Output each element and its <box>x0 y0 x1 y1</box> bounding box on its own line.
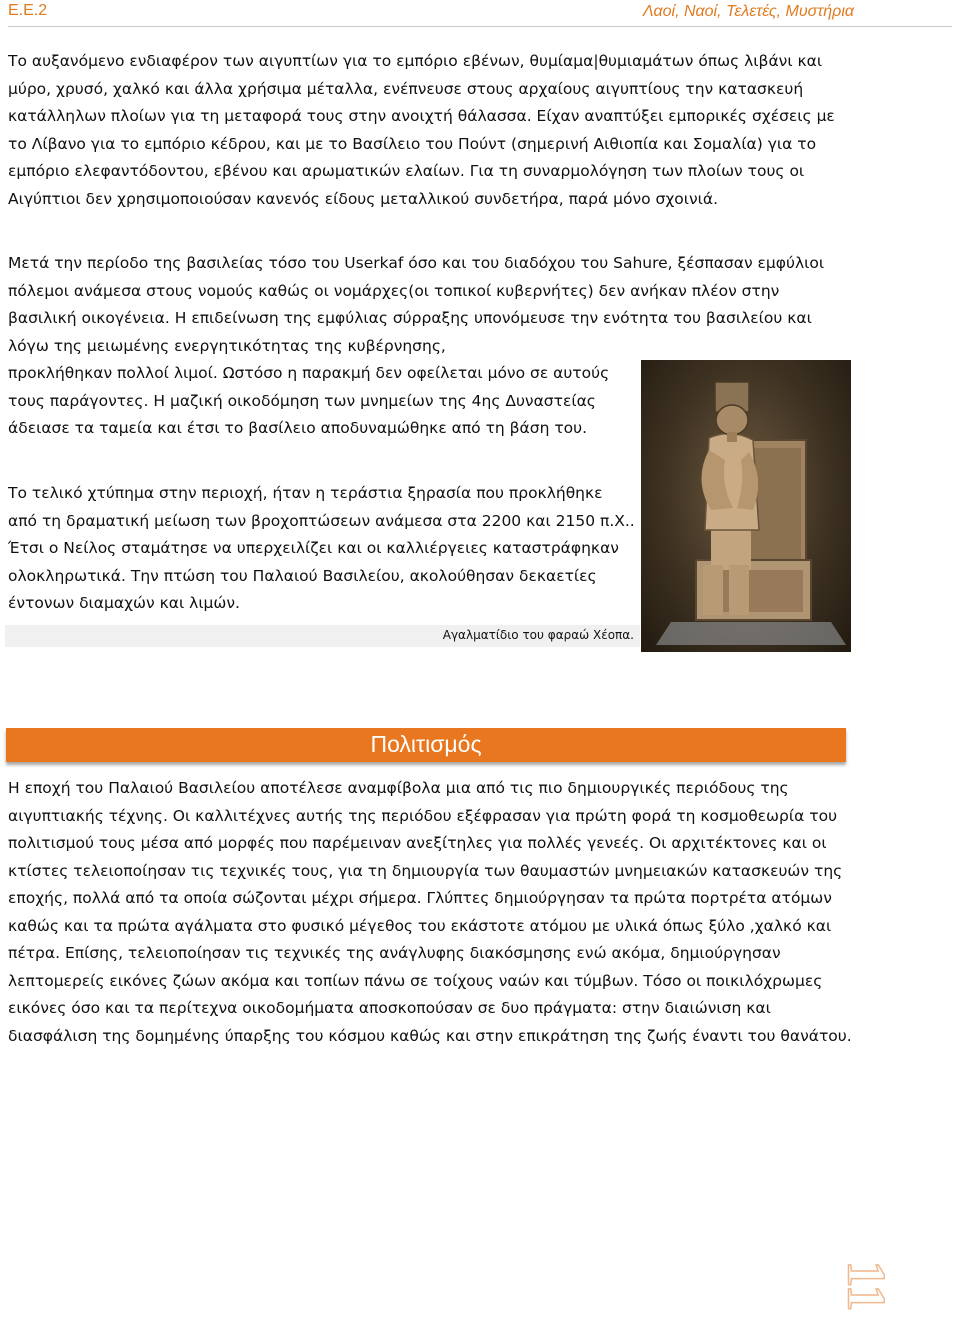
header-chapter-title: Λαοί, Ναοί, Τελετές, Μυστήρια <box>642 3 854 20</box>
paragraph-drought: Το τελικό χτύπημα στην περιοχή, ήταν η τεράστια ξηρασία που προκλήθηκε από τη δραματική μείωση των βροχοπτώσεων ανάμεσα στα 2200 και 2150 π.Χ.. Έτσι ο Νείλος σταμάτησε να υπερχειλίζει και οι καλλιέργειες καταστράφηκαν ολοκληρωτικά. Την πτώση του Παλαιού Βασιλείου, ακολούθησαν δεκαετίες έντονων διαμαχών και λιμών. <box>8 484 635 612</box>
section-heading-bar <box>6 728 846 762</box>
paragraph-culture: Η εποχή του Παλαιού Βασιλείου αποτέλεσε αναμφίβολα μια από τις πιο δημιουργικές περιόδους της αιγυπτιακής τέχνης. Οι καλλιτέχνες αυτής της περιόδου εξέφρασαν για πρώτη φορά τη κοσμοθεωρία του πολιτισμού τους μέσα από μορφές που παρέμειναν ανεξίτηλες για πολλές γενεές. Οι αρχιτέκτονες και οι κτίστες τελειοποίησαν τις τεχνικές τους, για τη δημιουργία των θαυμαστών μνημειακών κατασκευών της εποχής, πολλά από τα οποία σώζονται μέχρι σήμερα. Γλύπτες δημιούργησαν τα πρώτα πορτρέτα ατόμων καθώς και τα πρώτα αγάλματα στο φυσικό μέγεθος του εκάστοτε ατόμου με υλικά όπως ξύλο ,χαλκό και πέτρα. Επίσης, τελειοποίησαν τις τεχνικές της ανάγλυφης διακόσμησης ενώ ακόμα, δημιούργησαν λεπτομερείς εικόνες ζώων ακόμα και τοπίων πάνω σε τοίχους ναών και τύμβων. Τόσο οι ποικιλόχρωμες εικόνες όσο και τα περίτεχνα οικοδομήματα αποσκοπούσαν σε δυο πράγματα: στην διαιώνιση και διασφάλιση της δομημένης ύπαρξης του κόσμου καθώς και στην επικράτηση της ζωής έναντι του θανάτου. <box>8 779 852 1045</box>
statuette-photo <box>641 360 851 652</box>
section-title: Πολιτισμός <box>370 731 482 757</box>
page-number: 11 <box>836 1260 897 1312</box>
paragraph-decline: προκλήθηκαν πολλοί λιμοί. Ωστόσο η παρακμή δεν οφείλεται μόνο σε αυτούς τους παράγοντες. Η μαζική οικοδόμηση των μνημείων της 4ης Δυναστείας άδειασε τα ταμεία και έτσι το βασίλειο αποδυναμώθηκε από τη βάση του. <box>8 364 610 437</box>
statuette-illustration <box>641 360 851 652</box>
figure-caption-bar <box>5 625 640 647</box>
paragraph-trade: Το αυξανόμενο ενδιαφέρον των αιγυπτίων για το εμπόριο εβένων, θυμίαμα|θυμιαμάτων όπως λιβάνι και μύρο, χρυσό, χαλκό και άλλα χρήσιμα μέταλλα, ενέπνευσε στους αρχαίους αιγυπτίους την κατασκευή κατάλληλων πλοίων για τη μεταφορά τους στην ανοιχτή θάλασσα. Είχαν αναπτύξει εμπορικές σχέσεις με το Λίβανο για το εμπόριο κέδρου, και με το Βασίλειο του Πούντ (σημερινή Αιθιοπία και Σομαλία) για το εμπόριο ελεφαντόδοντου, εβένου και αρωματικών ελαίων. Για τη συναρμολόγηση των πλοίων τους οι Αιγύπτιοι δεν χρησιμοποιούσαν κανενός είδους μεταλλικού συνδετήρα, παρά μόνο σχοινιά. <box>8 52 835 208</box>
header-chapter-code: Ε.Ε.2 <box>8 2 48 19</box>
header-divider <box>8 26 952 27</box>
paragraph-civil-wars: Μετά την περίοδο της βασιλείας τόσο του Userkaf όσο και του διαδόχου του Sahure, ξέσπασαν εμφύλιοι πόλεμοι ανάμεσα στους νομούς καθώς οι νομάρχες(οι τοπικοί κυβερνήτες) δεν ανήκαν πλέον στην βασιλική οικογένεια. Η επιδείνωση της εμφύλιας σύρραξης υπονόμευσε την ενότητα του βασιλείου και λόγω της μειωμένης ενεργητικότητας της κυβέρνησης, <box>8 254 825 355</box>
figure-caption: Αγαλματίδιο του φαραώ Χέοπα. <box>442 628 634 642</box>
